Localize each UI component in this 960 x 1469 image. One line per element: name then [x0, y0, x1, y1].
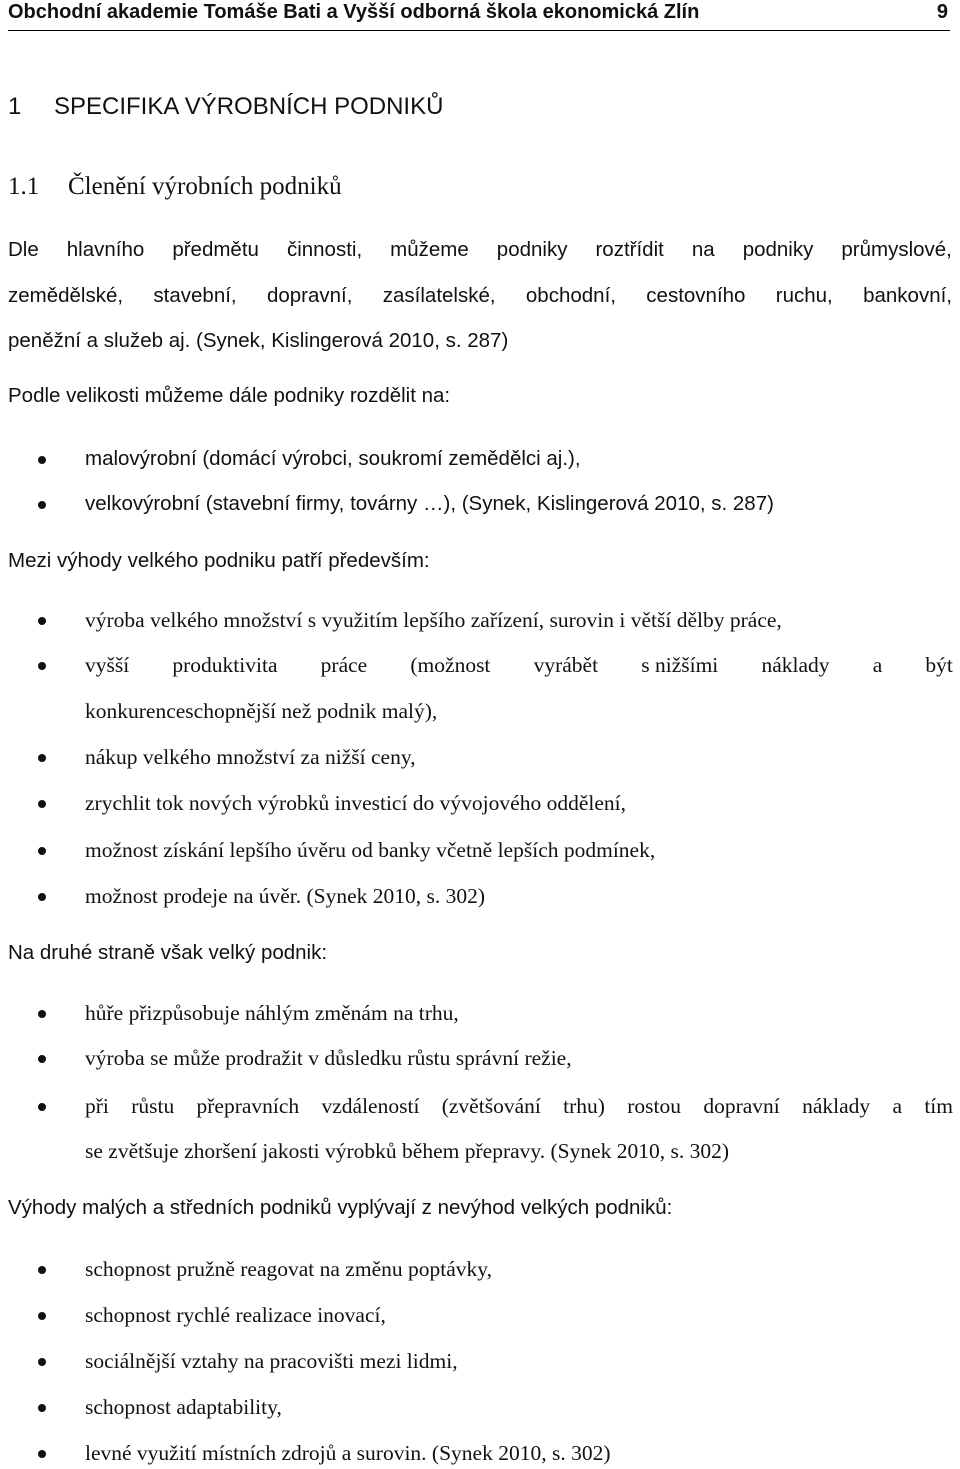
bullet-icon [38, 1312, 46, 1320]
small-business-intro: Výhody malých a středních podniků vyplývají z nevýhod velkých podniků: [8, 1196, 673, 1219]
bullet-icon [38, 1010, 46, 1018]
word: produktivita [172, 653, 278, 677]
small-item-1: schopnost pružně reagovat na změnu poptávky, [85, 1257, 492, 1281]
word: obchodní, [525, 284, 616, 307]
bullet-icon [38, 1404, 46, 1412]
section-heading [8, 170, 342, 204]
chapter-heading [8, 91, 443, 123]
advantages-intro: Mezi výhody velkého podniku patří především: [8, 549, 430, 572]
small-item-5: levné využití místních zdrojů a surovin. (Synek 2010, s. 302) [85, 1441, 611, 1465]
word: můžeme [390, 238, 469, 261]
paragraph1-line3: peněžní a služeb aj. (Synek, Kislingerová 2010, s. 287) [8, 329, 509, 352]
disadvantage-item-2: výroba se může prodražit v důsledku růstu správní režie, [85, 1046, 572, 1070]
word: průmyslové, [841, 238, 952, 261]
bullet-icon [38, 617, 46, 625]
word: práce [320, 653, 368, 677]
word: vzdáleností [321, 1094, 420, 1118]
bullet-icon [38, 1358, 46, 1366]
word: tím [924, 1094, 953, 1118]
paragraph1-line1 [8, 236, 952, 264]
word: cestovního [646, 284, 746, 307]
word: vyrábět [533, 653, 599, 677]
word: s nižšími [641, 653, 719, 677]
page-header [8, 0, 950, 31]
word: (možnost [410, 653, 491, 677]
word: při [85, 1094, 109, 1118]
word: růstu [131, 1094, 175, 1118]
advantage-item-2-line2: konkurenceschopnější než podnik malý), [85, 699, 438, 723]
disadvantage-item-3-line2: se zvětšuje zhoršení jakosti výrobků během přepravy. (Synek 2010, s. 302) [85, 1139, 730, 1163]
word: dopravní [703, 1094, 780, 1118]
bullet-icon [38, 754, 46, 762]
word: činnosti, [286, 238, 363, 261]
word: být [925, 653, 953, 677]
word: náklady [802, 1094, 871, 1118]
word: trhu) [563, 1094, 605, 1118]
size-item-2: velkovýrobní (stavební firmy, továrny …), (Synek, Kislingerová 2010, s. 287) [85, 492, 774, 515]
word: a [872, 653, 883, 677]
size-item-1: malovýrobní (domácí výrobci, soukromí zemědělci aj.), [85, 447, 581, 470]
bullet-icon [38, 1055, 46, 1063]
word: Dle [8, 238, 39, 261]
bullet-icon [38, 893, 46, 901]
bullet-icon [38, 800, 46, 808]
advantage-item-4: zrychlit tok nových výrobků investicí do vývojového oddělení, [85, 791, 626, 815]
advantage-item-5: možnost získání lepšího úvěru od banky včetně lepších podmínek, [85, 838, 656, 862]
word: přepravních [196, 1094, 300, 1118]
disadvantage-item-3-line1 [85, 1092, 953, 1120]
bullet-icon [38, 1266, 46, 1274]
bullet-icon [38, 501, 46, 509]
advantage-item-3: nákup velkého množství za nižší ceny, [85, 745, 416, 769]
word: podniky [496, 238, 568, 261]
word: bankovní, [863, 284, 952, 307]
word: na [691, 238, 715, 261]
chapter-title: SPECIFIKA VÝROBNÍCH PODNIKŮ [54, 93, 444, 120]
bullet-icon [38, 456, 46, 464]
word: (zvětšování [441, 1094, 541, 1118]
small-item-3: sociálnější vztahy na pracovišti mezi lidmi, [85, 1349, 458, 1373]
advantage-item-6: možnost prodeje na úvěr. (Synek 2010, s. 302) [85, 884, 486, 908]
word: stavební, [153, 284, 237, 307]
disadvantages-intro: Na druhé straně však velký podnik: [8, 941, 328, 964]
word: dopravní, [266, 284, 353, 307]
disadvantage-item-1: hůře přizpůsobuje náhlým změnám na trhu, [85, 1001, 459, 1025]
advantage-item-2-line1 [85, 651, 953, 679]
page-number: 9 [936, 1, 948, 23]
chapter-number: 1 [8, 93, 22, 120]
word: vyšší [85, 653, 130, 677]
bullet-icon [38, 1103, 46, 1111]
word: rostou [627, 1094, 682, 1118]
paragraph1-line2 [8, 282, 952, 310]
word: náklady [761, 653, 830, 677]
header-school-name: Obchodní akademie Tomáše Bati a Vyšší odborná škola ekonomická Zlín [8, 1, 700, 23]
bullet-icon [38, 1450, 46, 1458]
bullet-icon [38, 847, 46, 855]
size-intro: Podle velikosti můžeme dále podniky rozdělit na: [8, 384, 451, 407]
word: roztřídit [595, 238, 664, 261]
word: a [892, 1094, 902, 1118]
bullet-icon [38, 662, 46, 670]
small-item-2: schopnost rychlé realizace inovací, [85, 1303, 386, 1327]
small-item-4: schopnost adaptability, [85, 1395, 282, 1419]
word: předmětu [172, 238, 259, 261]
word: zemědělské, [8, 284, 124, 307]
section-number: 1.1 [8, 173, 40, 200]
word: hlavního [66, 238, 145, 261]
word: ruchu, [775, 284, 833, 307]
advantage-item-1: výroba velkého množství s využitím lepšího zařízení, surovin i větší dělby práce, [85, 608, 782, 632]
section-title: Členění výrobních podniků [68, 173, 342, 200]
word: zasílatelské, [382, 284, 496, 307]
word: podniky [742, 238, 814, 261]
